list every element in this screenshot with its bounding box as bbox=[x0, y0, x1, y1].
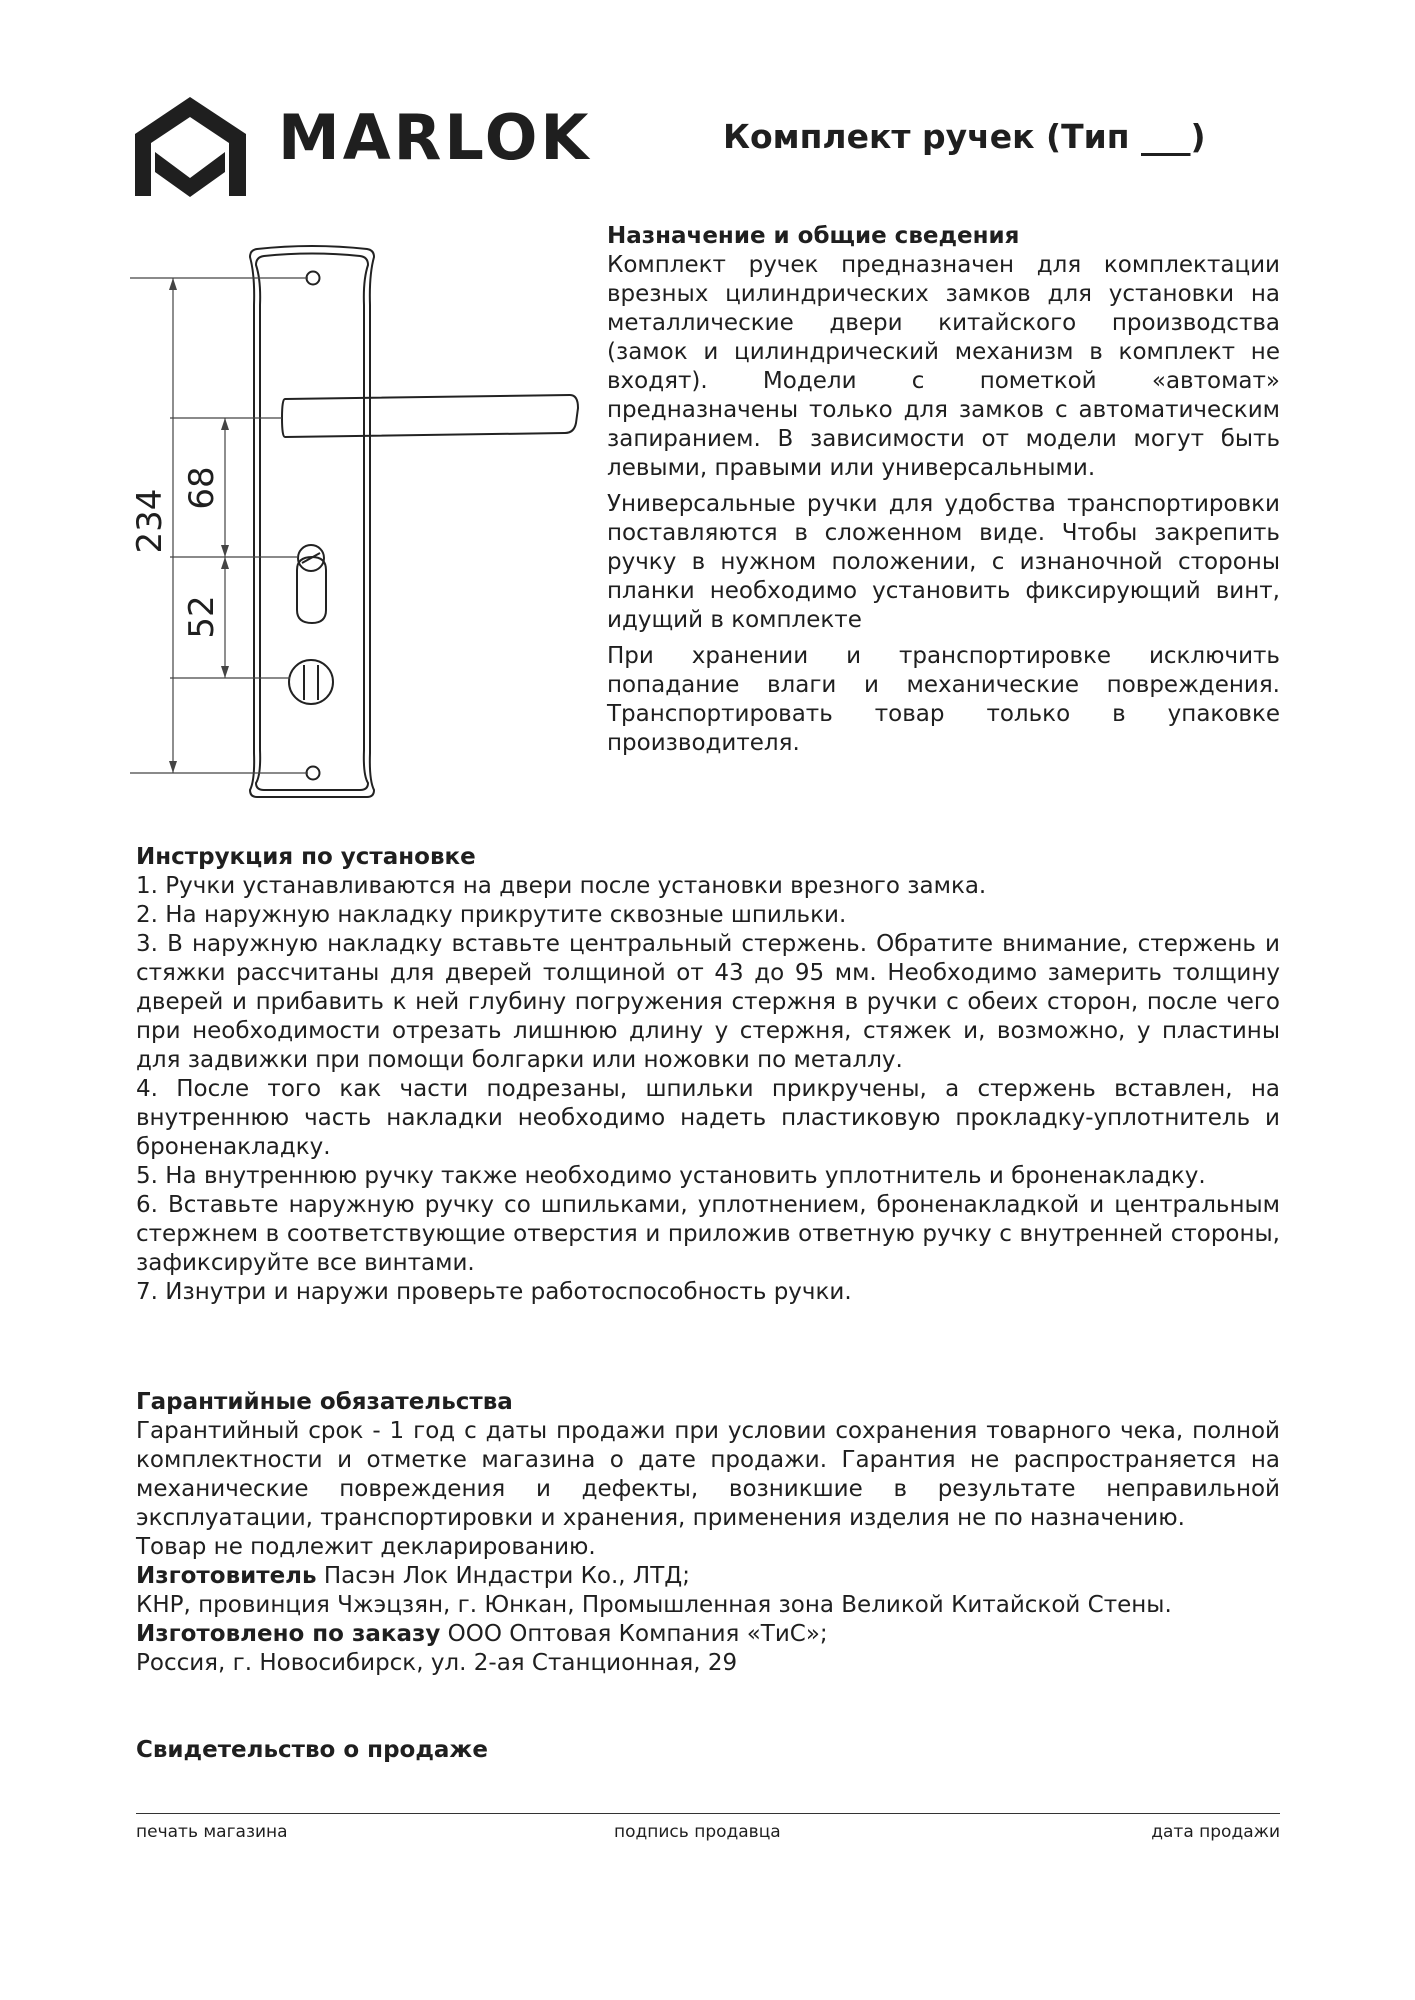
turn-knob bbox=[289, 660, 333, 704]
install-step: 1. Ручки устанавливаются на двери после установки врезного замка. bbox=[136, 873, 987, 899]
signature-line bbox=[136, 1813, 1280, 1814]
warranty-section bbox=[136, 1388, 1280, 1678]
top-screw-hole bbox=[307, 272, 320, 285]
install-step: 7. Изнутри и наружи проверьте работоспособность ручки. bbox=[136, 1279, 852, 1305]
ordered-address: Россия, г. Новосибирск, ул. 2-ая Станционная, 29 bbox=[136, 1650, 738, 1676]
dim-lower-label: 52 bbox=[182, 595, 222, 639]
sale-date-label: дата продажи bbox=[1151, 1822, 1280, 1842]
bottom-screw-hole bbox=[307, 767, 320, 780]
manufacturer-label: Изготовитель bbox=[136, 1563, 317, 1589]
declaration-note: Товар не подлежит декларированию. bbox=[136, 1534, 596, 1560]
manufacturer-name: Пасэн Лок Индастри Ко., ЛТД; bbox=[316, 1563, 690, 1589]
install-step: 3. В наружную накладку вставьте центральный стержень. Обратите внимание, стержень и стяжки рассчитаны для дверей толщиной от 43 до 95 мм. Необходимо замерить толщину дверей и прибавить к ней глубину погружения стержня в ручки с обеих сторон, после чего при необходимости отрезать лишнюю длину у стержня, стяжек и, возможно, у пластины для задвижки при помощи болгарки или ножовки по металлу. bbox=[136, 931, 1280, 1073]
warranty-heading: Гарантийные обязательства bbox=[136, 1389, 513, 1415]
intro-paragraph: Универсальные ручки для удобства транспортировки поставляются в сложенном виде. Чтобы закрепить ручку в нужном положении, с изнаночной стороны планки необходимо установить фиксирующий винт, идущий в комплекте bbox=[607, 491, 1280, 633]
handle-lever bbox=[282, 395, 578, 437]
dim-total-label: 234 bbox=[130, 488, 170, 554]
marlok-logo-icon bbox=[133, 94, 248, 198]
sale-heading: Свидетельство о продаже bbox=[136, 1737, 488, 1763]
seller-signature-label: подпись продавца bbox=[614, 1822, 781, 1842]
intro-paragraph: При хранении и транспортировке исключить попадание влаги и механические повреждения. Транспортировать товар только в упаковке производителя. bbox=[607, 643, 1280, 756]
ordered-by: ООО Оптовая Компания «ТиС»; bbox=[440, 1621, 828, 1647]
plate-inner-outline bbox=[256, 254, 368, 791]
warranty-text: Гарантийный срок - 1 год с даты продажи при условии сохранения товарного чека, полной комплектности и отметке магазина о дате продажи. Гарантия не распространяется на механические повреждения и дефекты, возникшие в результате неправильной эксплуатации, транспортировки и хранения, применения изделия не по назначению. bbox=[136, 1418, 1280, 1531]
brand-name: MARLOK bbox=[278, 101, 592, 174]
stamp-label: печать магазина bbox=[136, 1822, 288, 1842]
intro-heading: Назначение и общие сведения bbox=[607, 223, 1020, 249]
intro-paragraph: Комплект ручек предназначен для комплектации врезных цилиндрических замков для установки на металлические двери китайского производства (замок и цилиндрический механизм в комплект не входят). Модели с пометкой «автомат» предназначены только для замков с автоматическим запиранием. В зависимости от модели могут быть левыми, правыми или универсальными. bbox=[607, 252, 1280, 481]
manufacturer-address: КНР, провинция Чжэцзян, г. Юнкан, Промышленная зона Великой Китайской Стены. bbox=[136, 1592, 1172, 1618]
install-heading: Инструкция по установке bbox=[136, 844, 476, 870]
intro-section bbox=[607, 222, 1280, 765]
document-title: Комплект ручек (Тип ___) bbox=[723, 117, 1206, 156]
dim-upper-label: 68 bbox=[182, 466, 222, 510]
install-section bbox=[136, 843, 1280, 1307]
manufacturer-line bbox=[136, 1562, 1280, 1591]
install-step: 5. На внутреннюю ручку также необходимо установить уплотнитель и броненакладку. bbox=[136, 1163, 1206, 1189]
ordered-line bbox=[136, 1620, 1280, 1649]
ordered-label: Изготовлено по заказу bbox=[136, 1621, 441, 1647]
install-step: 2. На наружную накладку прикрутите сквозные шпильки. bbox=[136, 902, 847, 928]
install-step: 4. После того как части подрезаны, шпильки прикручены, а стержень вставлен, на внутреннюю часть накладки необходимо надеть пластиковую прокладку-уплотнитель и броненакладку. bbox=[136, 1076, 1280, 1160]
handle-drawing bbox=[125, 245, 595, 800]
install-step: 6. Вставьте наружную ручку со шпильками, уплотнением, броненакладкой и центральным стержнем в соответствующие отверстия и приложив ответную ручку с внутренней стороны, зафиксируйте все винтами. bbox=[136, 1192, 1280, 1276]
plate-outline bbox=[250, 246, 374, 797]
